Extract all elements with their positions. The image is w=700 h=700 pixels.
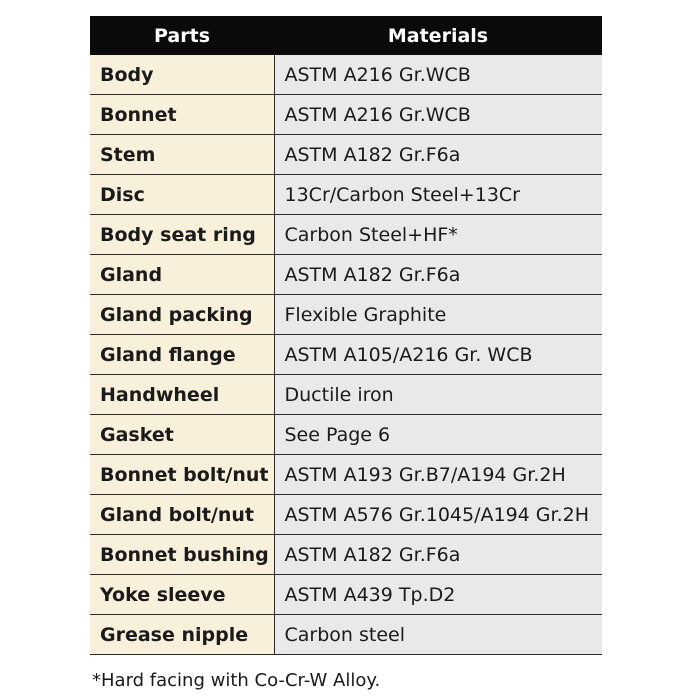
- footnote: *Hard facing with Co-Cr-W Alloy.: [92, 670, 381, 691]
- table-row: [90, 55, 602, 95]
- material-cell: Ductile iron: [274, 375, 602, 415]
- material-cell: ASTM A216 Gr.WCB: [274, 55, 602, 95]
- part-cell: Stem: [90, 135, 274, 175]
- table-row: [90, 295, 602, 335]
- table-row: [90, 335, 602, 375]
- part-cell: Body: [90, 55, 274, 95]
- part-cell: Body seat ring: [90, 215, 274, 255]
- table-row: [90, 615, 602, 655]
- material-cell: Carbon Steel+HF*: [274, 215, 602, 255]
- table-row: [90, 255, 602, 295]
- material-cell: ASTM A216 Gr.WCB: [274, 95, 602, 135]
- part-cell: Gland flange: [90, 335, 274, 375]
- material-cell: ASTM A182 Gr.F6a: [274, 255, 602, 295]
- material-cell: 13Cr/Carbon Steel+13Cr: [274, 175, 602, 215]
- material-cell: Carbon steel: [274, 615, 602, 655]
- table-row: [90, 535, 602, 575]
- table-row: [90, 215, 602, 255]
- materials-table: [90, 16, 602, 655]
- part-cell: Bonnet: [90, 95, 274, 135]
- part-cell: Disc: [90, 175, 274, 215]
- part-cell: Bonnet bolt/nut: [90, 455, 274, 495]
- table-row: [90, 455, 602, 495]
- table-row: [90, 415, 602, 455]
- material-cell: ASTM A182 Gr.F6a: [274, 535, 602, 575]
- table-row: [90, 135, 602, 175]
- material-cell: ASTM A193 Gr.B7/A194 Gr.2H: [274, 455, 602, 495]
- part-cell: Gasket: [90, 415, 274, 455]
- part-cell: Handwheel: [90, 375, 274, 415]
- table-row: [90, 95, 602, 135]
- material-cell: ASTM A439 Tp.D2: [274, 575, 602, 615]
- table-row: [90, 175, 602, 215]
- part-cell: Gland packing: [90, 295, 274, 335]
- materials-column-header: Materials: [274, 16, 602, 55]
- table-header-row: [90, 16, 602, 55]
- part-cell: Grease nipple: [90, 615, 274, 655]
- table-row: [90, 575, 602, 615]
- material-cell: ASTM A576 Gr.1045/A194 Gr.2H: [274, 495, 602, 535]
- part-cell: Yoke sleeve: [90, 575, 274, 615]
- part-cell: Gland: [90, 255, 274, 295]
- material-cell: See Page 6: [274, 415, 602, 455]
- material-cell: ASTM A182 Gr.F6a: [274, 135, 602, 175]
- part-cell: Gland bolt/nut: [90, 495, 274, 535]
- part-cell: Bonnet bushing: [90, 535, 274, 575]
- material-cell: ASTM A105/A216 Gr. WCB: [274, 335, 602, 375]
- table-row: [90, 495, 602, 535]
- table-row: [90, 375, 602, 415]
- material-cell: Flexible Graphite: [274, 295, 602, 335]
- parts-column-header: Parts: [90, 16, 274, 55]
